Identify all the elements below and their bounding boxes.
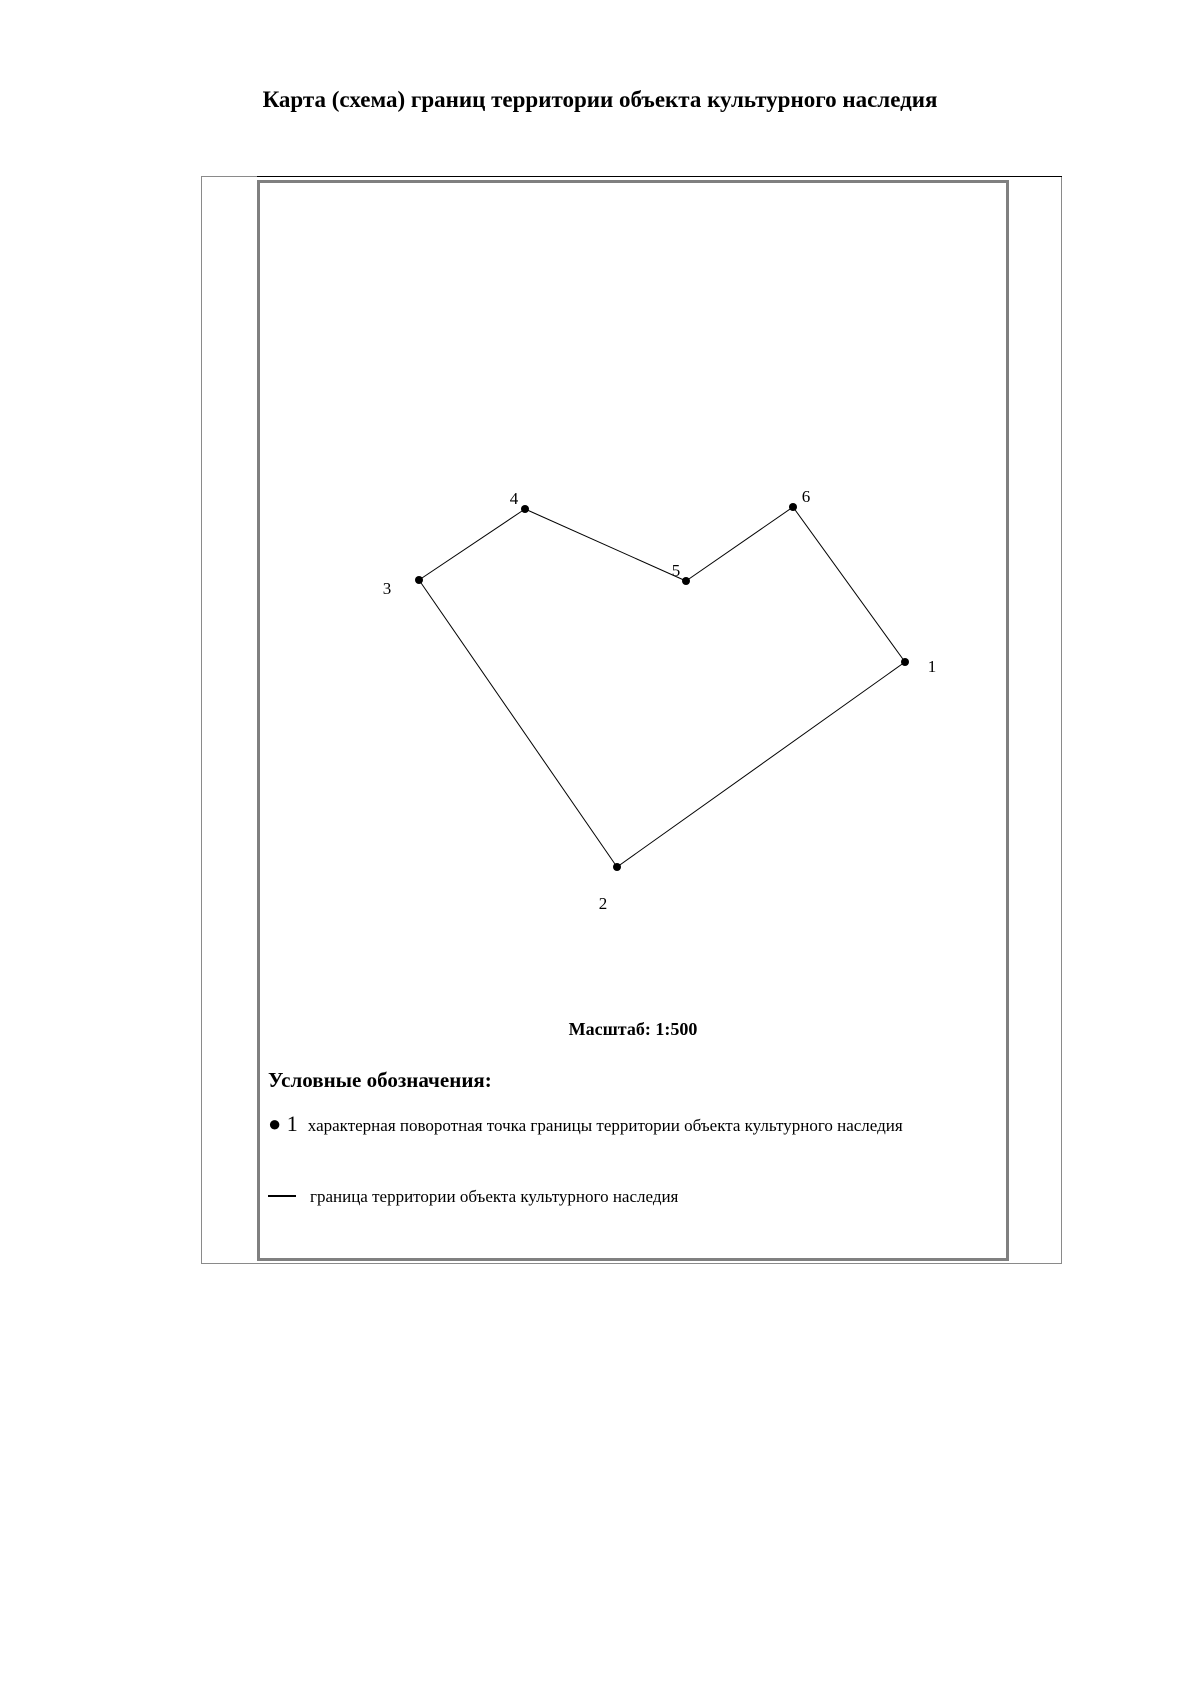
page-title: Карта (схема) границ территории объекта культурного наследия xyxy=(262,87,938,112)
boundary-point-label-3: 3 xyxy=(382,579,392,598)
legend-point-symbol: ● 1 xyxy=(268,1111,298,1136)
map-inner-frame xyxy=(257,180,1009,1261)
boundary-point-label-1: 1 xyxy=(927,657,937,676)
boundary-point-label-4: 4 xyxy=(509,489,519,508)
frame-top-rule xyxy=(257,176,1062,177)
legend-heading: Условные обозначения: xyxy=(268,1068,492,1092)
legend-line-symbol xyxy=(268,1195,296,1197)
boundary-point-label-6: 6 xyxy=(801,487,811,506)
legend-line-description: граница территории объекта культурного наследия xyxy=(310,1187,679,1206)
legend-point-symbol-label: 1 xyxy=(286,1111,298,1136)
boundary-point-label-5: 5 xyxy=(671,561,681,580)
map-scale: Масштаб: 1:500 xyxy=(568,1019,698,1039)
boundary-point-label-2: 2 xyxy=(598,894,608,913)
legend-point-item xyxy=(268,1113,968,1137)
legend-line-item xyxy=(268,1186,968,1208)
legend-point-description: характерная поворотная точка границы территории объекта культурного наследия xyxy=(307,1116,903,1135)
